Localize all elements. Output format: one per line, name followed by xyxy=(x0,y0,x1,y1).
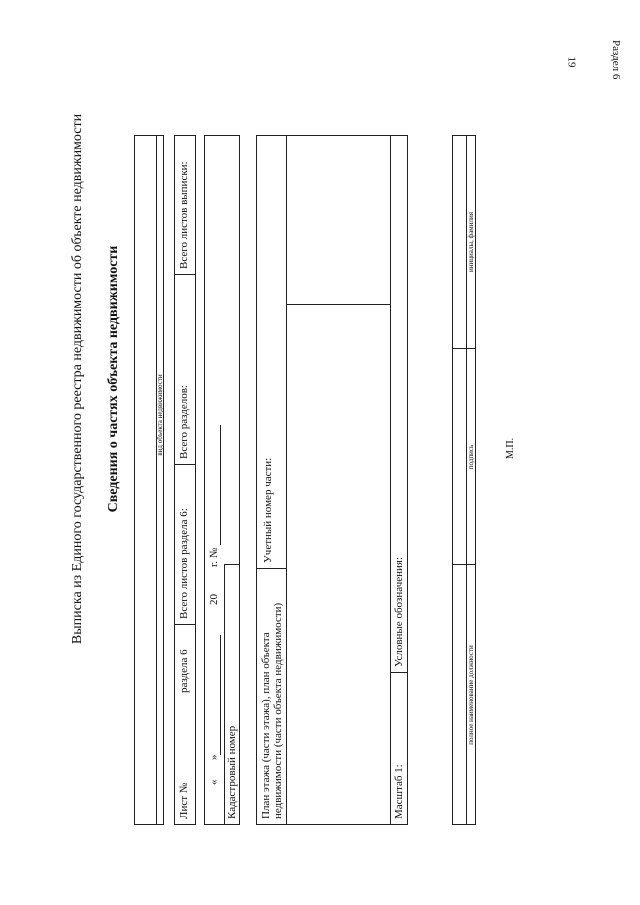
section-label: Раздел 6 xyxy=(610,40,622,80)
object-kind-caption: вид объекта недвижимости xyxy=(156,374,164,456)
document-subtitle: Сведения о частях объекта недвижимости xyxy=(106,245,121,513)
caption-signature: подпись xyxy=(467,444,475,470)
cadastral-number-label: Кадастровый номер xyxy=(226,725,238,819)
sheet-section-label: раздела 6 xyxy=(178,649,190,693)
total-sheets-section-label: Всего листов раздела 6: xyxy=(178,508,190,619)
date-year-prefix: 20 xyxy=(208,594,220,605)
document-title: Выписка из Единого государственного реестра недвижимости об объекте недвижимости xyxy=(70,113,85,645)
plan-label-line1: План этажа (части этажа), план объекта xyxy=(260,632,272,819)
date-cadastral-box xyxy=(204,135,240,825)
total-sheets-extract-label: Всего листов выписки: xyxy=(178,161,190,269)
legend-label: Условные обозначения: xyxy=(393,556,405,667)
account-number-label: Учетный номер части: xyxy=(262,457,274,563)
date-quote-close: » xyxy=(208,754,220,760)
date-quote-open: « xyxy=(208,779,220,785)
plan-label-line2: недвижимости (части объекта недвижимости) xyxy=(272,602,284,819)
total-sections-label: Всего разделов: xyxy=(178,385,190,459)
caption-position: полное наименование должности xyxy=(467,645,475,745)
sheet-no-label: Лист № xyxy=(178,782,190,819)
date-year-suffix: г. № xyxy=(208,547,220,567)
scale-label: Масштаб 1: xyxy=(393,764,405,819)
caption-name: инициалы, фамилия xyxy=(467,212,475,272)
stamp-label: М.П. xyxy=(505,437,516,459)
page-number: 19 xyxy=(565,56,578,68)
